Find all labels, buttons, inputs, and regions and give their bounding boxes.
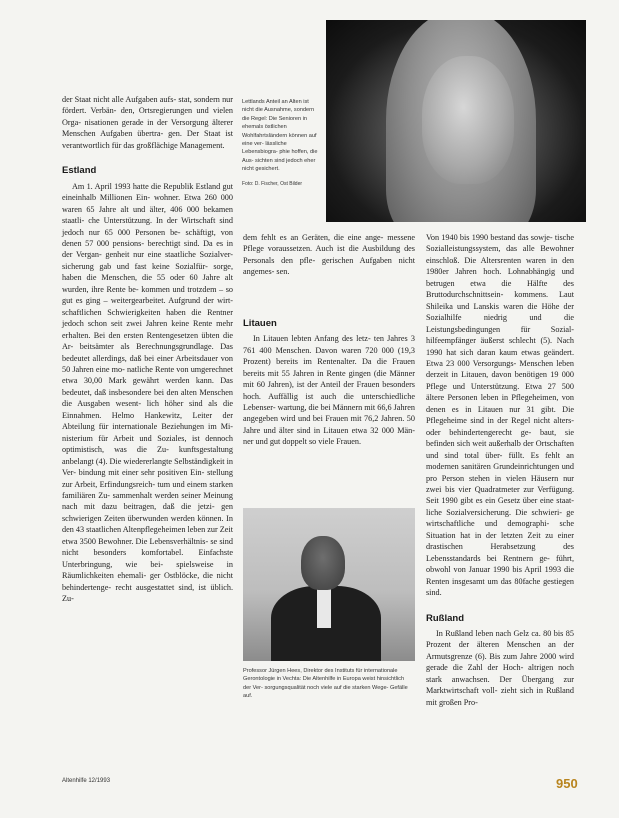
photo-professor bbox=[243, 508, 415, 661]
col1-intro-paragraph: der Staat nicht alle Aufgaben aufs- stat, sondern nur fördert. Verbän- den, Ortsregierungen und vielen Orga- nisationen gerade in der Versorgung älterer Menschen Aufgaben übertra- gen. Der Staat ist verantwortlich für das großflächige Management. bbox=[62, 95, 233, 150]
text-column-1 bbox=[62, 94, 233, 604]
page-number: 950 bbox=[556, 776, 578, 791]
col3-intro-paragraph: Von 1940 bis 1990 bestand das sowje- tische Sozialleistungssystem, das alle Bewohner einschloß. Die Altersrenten waren in den 1980er Jahren hoch. Lohnabhängig und betrugen etwa die Hälfte des Bruttodurchschnittsein- kommens. Laut Shileika und Lanskis waren die Höhe der Sozialhilfe niedrig und die Leistungsbedingungen für Sozial- hilfeempfänger äußerst schlecht (5). Nach 1990 hat sich daran kaum etwas geändert. Etwa 23 000 Versorgungs- Menschen leben derzeit in Litauen, davon benötigen 19 000 Pflege und Unterstützung. Etwa 27 500 ältere Personen leben in Pflegeheimen, von denen es in Litauen nur 31 gibt. Die Pflegeheime sind in der Regel nicht alters- oder behindertengerecht ge- baut, sie befinden sich weit außerhalb der Ortschaften und sind total über- füllt. Es fehlt an modernen sanitären Grundeinrichtungen und pro Person stehen in vielen Häusern nur zwei bis vier Quadratmeter zur Verfügung. Seit 1990 gibt es ein Gesetz über eine staat- liche Sozialversicherung. Die schwieri- ge wirtschaftliche und demographi- sche Situation hat in der letzten Zeit zu einer drastischen Herabsetzung des Lebensstandards bei Rentnern ge- führt, obwohl von Januar 1990 bis April 1993 die Renten insgesamt um das 80fache gestiegen sind. bbox=[426, 233, 574, 598]
col1-body-paragraph: Am 1. April 1993 hatte die Republik Estland gut eineinhalb Millionen Ein- wohner. Etwa 260 000 waren 65 Jahre alt und älter, 406 000 bekamen staatli- che Unterstützung. In der Wirtschaft sind jedoch nur 65 000 Personen be- schäftigt, von denen 57 000 pensions- berechtigt sind. Da es in der Vergan- genheit nur eine staatliche Sozialver- sicherung gab und fast keine Sozialfür- sorge, haben die Menschen, die 55 oder 60 Jahre alt wurden, ihre Rente be- kommen und trotzdem – so gut es ging – weitergearbeitet. Aufgrund der wirt- schaftlichen Schwierigkeiten haben die Rentner jedoch schon seit zwei Jahren keine Rente mehr erhalten. Bei den ersten Rentengesetzen übten die Ar- beitsämter als Berechnungsgrundlage. Das bedeutet allerdings, daß bei einer Arbeitsdauer von 50 Jahren eine mo- natliche Rente von umgerechnet etwa 30,00 Mark gewährt werden kann. Das bedeutet, daß insbesondere bei den alten Menschen die Ausgaben wesent- lich höher sind als die Einnahmen. Helmo Hankewitz, Leiter der Abteilung für internationale Beziehungen im Mi- nisterium für Arbeit und Soziales, ist dennoch optimistisch, was die Zu- kunftsgestaltung anbelangt (4). Die wiedererlangte Selbständigkeit in Ver- bindung mit einer sehr positiven Ein- stellung zur Arbeit, Erfindungsreich- tum und einem starken familiären Zu- sammenhalt werden seiner Meinung nach mit dazu beitragen, daß die jetzi- gen schwierigen Zeiten überwunden werden können. In den 43 staatlichen Altenpflegeheimen leben zur Zeit etwa 3500 Bewohner. Die Lebensverhältnis- se sind nicht besonders komfortabel. Einfachste Unterbringung, wie bei- spielsweise in Räumlichkeiten ehemali- ger Ostblöcke, die nicht behindertenge- recht ausgestattet sind, ist üblich. Zu- bbox=[62, 181, 233, 604]
caption-1-credit: Foto: D. Fischer, Ost Bilder bbox=[242, 180, 303, 187]
section-heading-russland: Rußland bbox=[426, 612, 464, 624]
text-column-2 bbox=[243, 232, 415, 448]
photo-caption-2: Professor Jürgen Hees, Direktor des Instituts für internationale Gerontologie in Vechta: Die Altenhilfe in Europa weist hinsichtlich der Ver- sorgungsqualität noch viele auf die starken Wege- Gefälle auf. bbox=[243, 668, 408, 700]
shirt-shape bbox=[317, 588, 331, 628]
section-heading-estland: Estland bbox=[62, 165, 97, 177]
face-shape bbox=[422, 56, 514, 184]
photo-elderly-woman bbox=[326, 20, 586, 222]
text-column-3 bbox=[426, 232, 574, 708]
col3-body-paragraph: In Rußland leben nach Gelz ca. 80 bis 85 Prozent der älteren Menschen an der Armutsgrenze (6). Bis zum Jahre 2000 wird gerade die Zahl der Hoch- altrigen noch stark anwachsen. Der Übergang zur Marktwirtschaft voll- zieht sich in Rußland mit großen Pro- bbox=[426, 628, 574, 707]
section-heading-litauen: Litauen bbox=[243, 317, 277, 329]
photo-caption-1 bbox=[242, 98, 320, 188]
caption-1-text: Lettlands Anteil an Alten ist nicht die Ausnahme, sondern die Regel: Die Senioren in ehemals östlichen Wohlfahrtsländern können auf eine ver- lässliche Lebensbiogra- phie hoffen, die Aus- sichten sind jedoch eher nicht gesichert. bbox=[242, 99, 318, 173]
head-shape bbox=[301, 536, 345, 590]
footer-source: Altenhilfe 12/1993 bbox=[62, 778, 111, 784]
col2-intro-paragraph: dem fehlt es an Geräten, die eine ange- messene Pflege voraussetzen. Auch ist die Ausbildung des Personals den pfle- gerischen Aufgaben nicht angemes- sen. bbox=[243, 233, 415, 277]
col2-body-paragraph: In Litauen lebten Anfang des letz- ten Jahres 3 761 400 Menschen. Davon waren 720 000 (19,3 Prozent) bereits im Rentenalter. Da die Frauen bereits mit 55 Jahren in Rente gingen (die Männer mit 60 Jahren), ist der Anteil der Frauen besonders hoch. Auffällig ist auch die unterschiedliche Lebenser- wartung, die bei Männern mit 66,6 Jahren angegeben wird und bei Frauen mit 76,2 Jahren. 50 Jahre und älter sind in Litauen etwa 32 000 Män- ner und gut doppelt so viele Frauen. bbox=[243, 334, 415, 447]
